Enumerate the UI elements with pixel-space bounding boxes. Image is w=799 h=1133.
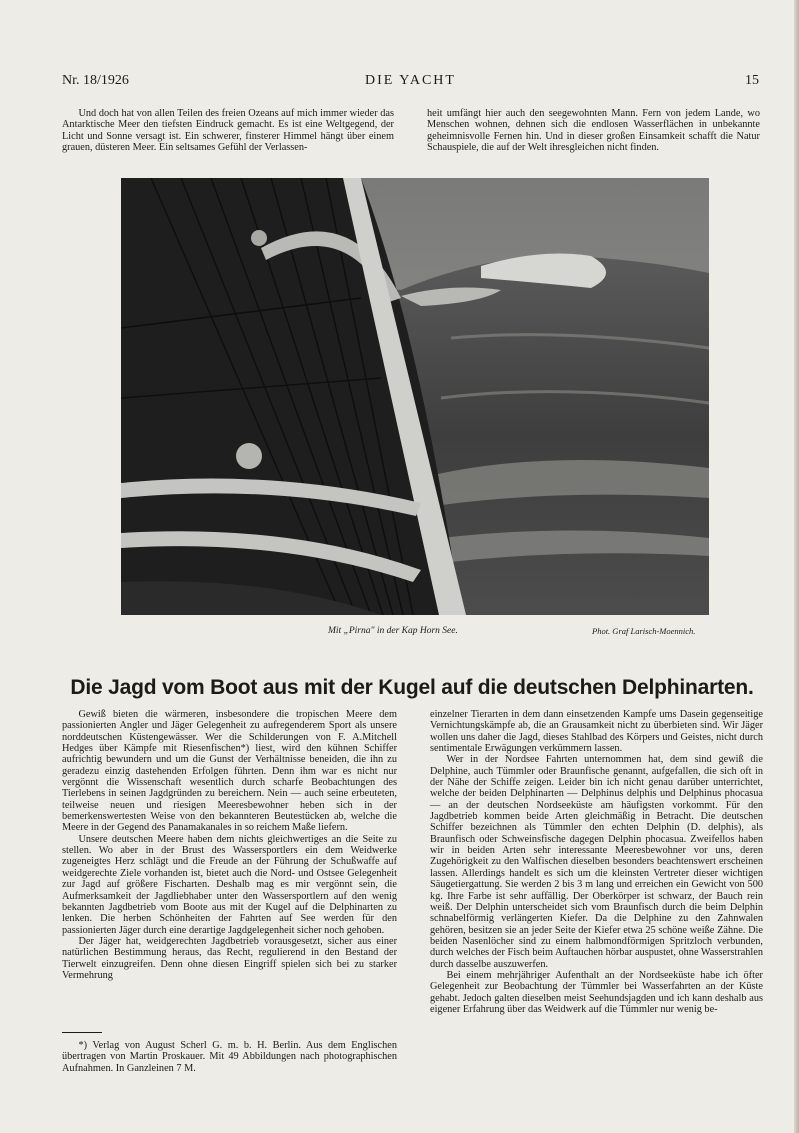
footnote-text: *) Verlag von August Scherl G. m. b. H. Berlin. Aus dem Englischen übertragen von Martin Proskauer. Mit 49 Abbildungen nach photographischen Aufnahmen. In Ganzleinen 7 M. [62, 1040, 397, 1074]
article-paragraph: Bei einem mehrjähriger Aufenthalt an der Nordseeküste habe ich öfter Gelegenheit zur Beobachtung der Tümmler bei Wasserfahrten an der Küste gehabt. Jedoch galten dieselben meist Seehundsjagden und ich kann deshalb aus eigener Erfahrung über das Weidwerk auf die Tümmler nur wenig be- [430, 969, 763, 1015]
magazine-title: DIE YACHT [365, 73, 456, 88]
photo-caption: Mit „Pirna" in der Kap Horn See. [328, 626, 458, 636]
article-column-left [62, 709, 397, 981]
article-headline: Die Jagd vom Boot aus mit der Kugel auf die deutschen Delphinarten. [70, 676, 754, 699]
photo-credit: Phot. Graf Larisch-Moennich. [592, 626, 696, 636]
intro-paragraph: Und doch hat von allen Teilen des freien Ozeans auf mich immer wieder das Antarktische Meer den tiefsten Eindruck gemacht. Es ist eine Weltgegend, der Licht und Sonne versagt ist. Ein schwerer, finsterer Himmel hängt über einem grauen, düsteren Meer. Ein seltsames Gefühl der Verlassen- [62, 108, 394, 154]
ship-photo [121, 178, 709, 615]
article-column-right [430, 709, 763, 1015]
page-header [62, 73, 759, 93]
article-paragraph: Gewiß bieten die wärmeren, insbesondere die tropischen Meere dem passionierten Angler und Jäger Gelegenheit zu aufregenderem Sport als unsere norddeutschen Küstengewässer. Wer die Schilderungen von F. A.Mitchell Hedges über Kämpfe mit Riesenfischen*) liest, wird den kühnen Schiffer aufrichtig bewundern und um die Gunst der Verhältnisse beneiden, die ihn zu geradezu einzig dastehenden Erfolgen führten. Denn ihm war es nicht nur vergönnt die Wissenschaft wesentlich durch scharfe Beobachtungen des Tierlebens in seinen Jagdgründen zu bereichern. Nein — auch seine erbeuteten, teilweise neuen und riesigen Meeresbewohner heben sich in der bemerkenswertesten Weise von den bekannteren Beutestücken ab, welche die Meere in der Gegend des Panamakanales in so reichem Maße liefern. [62, 709, 397, 834]
intro-paragraph: heit umfängt hier auch den seegewohnten Mann. Fern von jedem Lande, wo Menschen wohnen, dehnen sich die endlosen Wasserflächen in unbekannte geheimnisvolle Fernen hin. Und in dieser großen Einsamkeit schafft die Natur Schauspiele, die auf der Welt ihresgleichen nicht finden. [427, 108, 760, 154]
footnote-divider [62, 1032, 102, 1033]
article-paragraph: Der Jäger hat, weidgerechten Jagdbetrieb vorausgesetzt, sicher aus einer natürlichen Bestimmung heraus, das Recht, regulierend in den Bestand der Tierwelt einzugreifen. Denn ohne diesen Eingriff spielen sich bei zu starker Vermehrung [62, 935, 397, 981]
page-edge [794, 0, 799, 1133]
footnote [62, 1040, 397, 1074]
intro-column-left [62, 108, 394, 153]
issue-number: Nr. 18/1926 [62, 73, 129, 88]
article-paragraph: einzelner Tierarten in dem dann einsetzenden Kampfe ums Dasein gegenseitige Vernichtungskämpfe ab, die an Grausamkeit nicht zu überbieten sind. Wir Jäger wollen uns daher die Jagd, dieses Stahlbad des Körpers und Geistes, nicht durch sentimentale Erwägungen verkümmern lassen. [430, 709, 763, 755]
article-paragraph: Wer in der Nordsee Fahrten unternommen hat, dem sind gewiß die Delphine, auch Tümmler oder Braunfische genannt, aufgefallen, die sich oft in der Nähe der Schiffe zeigen. Leider bin ich nicht genau darüber unterrichtet, welche der beiden Delphinarten — Delphinus delphis und Delphinus phocasua — an der deutschen Nordseeküste am häufigsten vorkommt. Für den Jagdbetrieb kommen beide Arten gleichmäßig in Betracht. Die deutschen Schiffer bezeichnen als Tümmler den echten Delphin (D. delphis), als Braunfisch oder Schweinsfische dagegen Delphin phocasua. Zweifellos haben wir in beiden Arten sehr interessante Meeresbewohner vor uns, deren Zugehörigkeit zu den Walfischen dieselben besonders beachtenswert erscheinen lassen. Allerdings handelt es sich um die kleinsten Vertreter dieser wichtigen Säugetiergattung. Sie werden 2 bis 3 m lang und erreichen ein Gewicht von 500 kg. Ihre Farbe ist sehr auffällig. Der Oberkörper ist schwarz, der Bauch rein weiß. Der Delphin unterscheidet sich vom Braunfisch durch die beim Delphin schnabelförmig verlängerten Kiefer. Da die Delphine zu den Zahnwalen gehören, besitzen sie an jeder Seite der Kiefer etwa 25 schöne weiße Zähne. Die beiden Nasenlöcher sind zu einem halbmondförmigen Spritzloch verbunden, durch welches der Fisch beim Auftauchen hörbar auspustet, ohne Wasserstrahlen durch dasselbe auszuwerfen. [430, 754, 763, 970]
intro-column-right [427, 108, 760, 153]
article-paragraph: Unsere deutschen Meere haben dem nichts gleichwertiges an die Seite zu stellen. Wo aber in der Brust des Wassersportlers ein dem Weidwerke zugeneigtes Herz schlägt und die Freude an der Führung der Schußwaffe auf weidgerechte Ziele vorhanden ist, bietet auch die Nord- und Ostsee Gelegenheit zur Jagd auf größere Fischarten. Deshalb mag es mir vergönnt sein, die Aufmerksamkeit der Jagdliebhaber unter den Wassersportlern auf den wenig bekannten Jagdbetrieb vom Boote aus mit der Kugel auf die Delphinarten zu lenken. Die herben Schönheiten der Fahrten auf See werden für den passionierten Jäger durch eine derartige Jagdgelegenheit sicher noch gehoben. [62, 833, 397, 936]
page-number: 15 [745, 73, 759, 88]
